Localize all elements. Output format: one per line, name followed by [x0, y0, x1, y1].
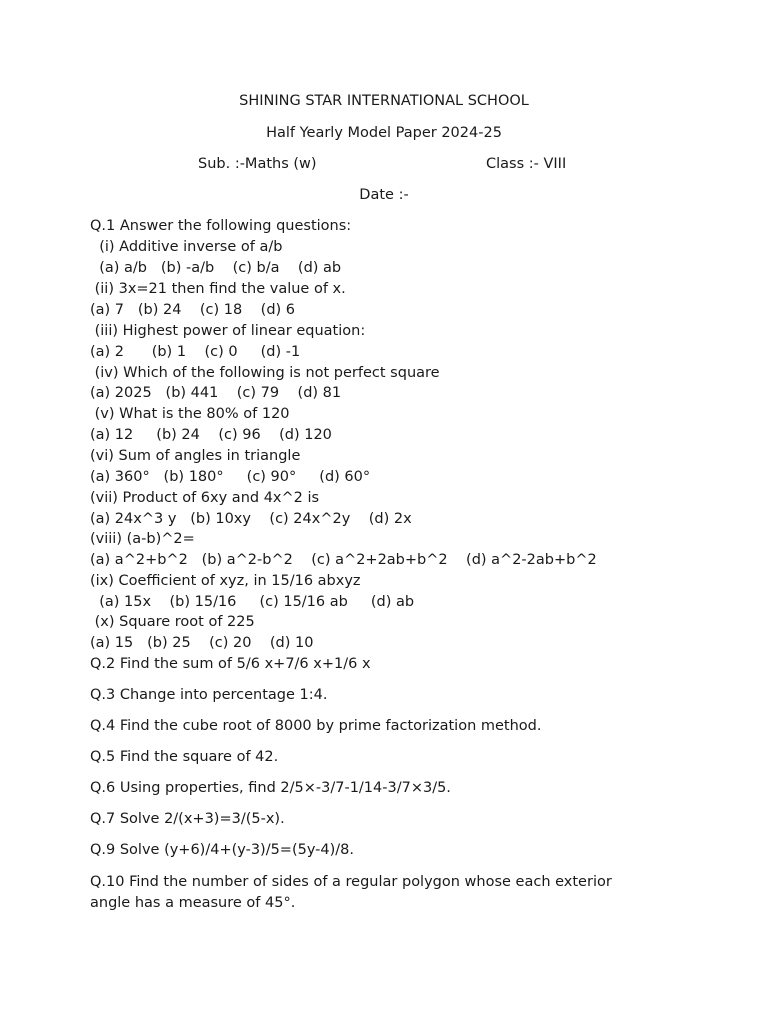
q1-line: (a) 7 (b) 24 (c) 18 (d) 6 — [90, 302, 296, 318]
question-3: Q.3 Change into percentage 1:4. — [90, 687, 328, 703]
question-5: Q.5 Find the square of 42. — [90, 749, 279, 765]
q1-line: (a) 24x^3 y (b) 10xy (c) 24x^2y (d) 2x — [90, 511, 412, 527]
q1-line: (a) 360° (b) 180° (c) 90° (d) 60° — [90, 469, 371, 485]
subject-label: Sub. :-Maths (w) — [198, 156, 317, 172]
q1-line: (v) What is the 80% of 120 — [90, 406, 290, 422]
class-label: Class :- VIII — [486, 156, 567, 172]
q1-line: (a) a/b (b) -a/b (c) b/a (d) ab — [90, 260, 342, 276]
school-name: SHINING STAR INTERNATIONAL SCHOOL — [239, 93, 529, 109]
q1-line: (a) 15 (b) 25 (c) 20 (d) 10 — [90, 635, 314, 651]
question-9: Q.9 Solve (y+6)/4+(y-3)/5=(5y-4)/8. — [90, 842, 355, 858]
q1-line: (a) 12 (b) 24 (c) 96 (d) 120 — [90, 427, 332, 443]
q1-line: (i) Additive inverse of a/b — [90, 239, 283, 255]
q1-line: (iv) Which of the following is not perfect square — [90, 365, 440, 381]
q1-line: (a) a^2+b^2 (b) a^2-b^2 (c) a^2+2ab+b^2 (d) a^2-2ab+b^2 — [90, 552, 597, 568]
q1-heading: Q.1 Answer the following questions: — [90, 218, 352, 234]
question-6: Q.6 Using properties, find 2/5×-3/7-1/14-3/7×3/5. — [90, 780, 451, 796]
q1-line: (vi) Sum of angles in triangle — [90, 448, 301, 464]
q1-line: (x) Square root of 225 — [90, 614, 255, 630]
question-7: Q.7 Solve 2/(x+3)=3/(5-x). — [90, 811, 285, 827]
q1-line: (iii) Highest power of linear equation: — [90, 323, 366, 339]
q1-line: (a) 15x (b) 15/16 (c) 15/16 ab (d) ab — [90, 594, 415, 610]
q1-line: (ix) Coefficient of xyz, in 15/16 abxyz — [90, 573, 361, 589]
q1-line: (vii) Product of 6xy and 4x^2 is — [90, 490, 320, 506]
q1-line: (viii) (a-b)^2= — [90, 531, 195, 547]
question-10: Q.10 Find the number of sides of a regular polygon whose each exterior angle has a measure of 45°. — [90, 874, 612, 911]
question-4: Q.4 Find the cube root of 8000 by prime factorization method. — [90, 718, 542, 734]
exam-title: Half Yearly Model Paper 2024-25 — [266, 125, 502, 141]
q1-line: (ii) 3x=21 then find the value of x. — [90, 281, 346, 297]
date-label: Date :- — [359, 187, 409, 203]
q1-line: (a) 2 (b) 1 (c) 0 (d) -1 — [90, 344, 301, 360]
q1-line: (a) 2025 (b) 441 (c) 79 (d) 81 — [90, 385, 342, 401]
question-2: Q.2 Find the sum of 5/6 x+7/6 x+1/6 x — [90, 656, 371, 672]
